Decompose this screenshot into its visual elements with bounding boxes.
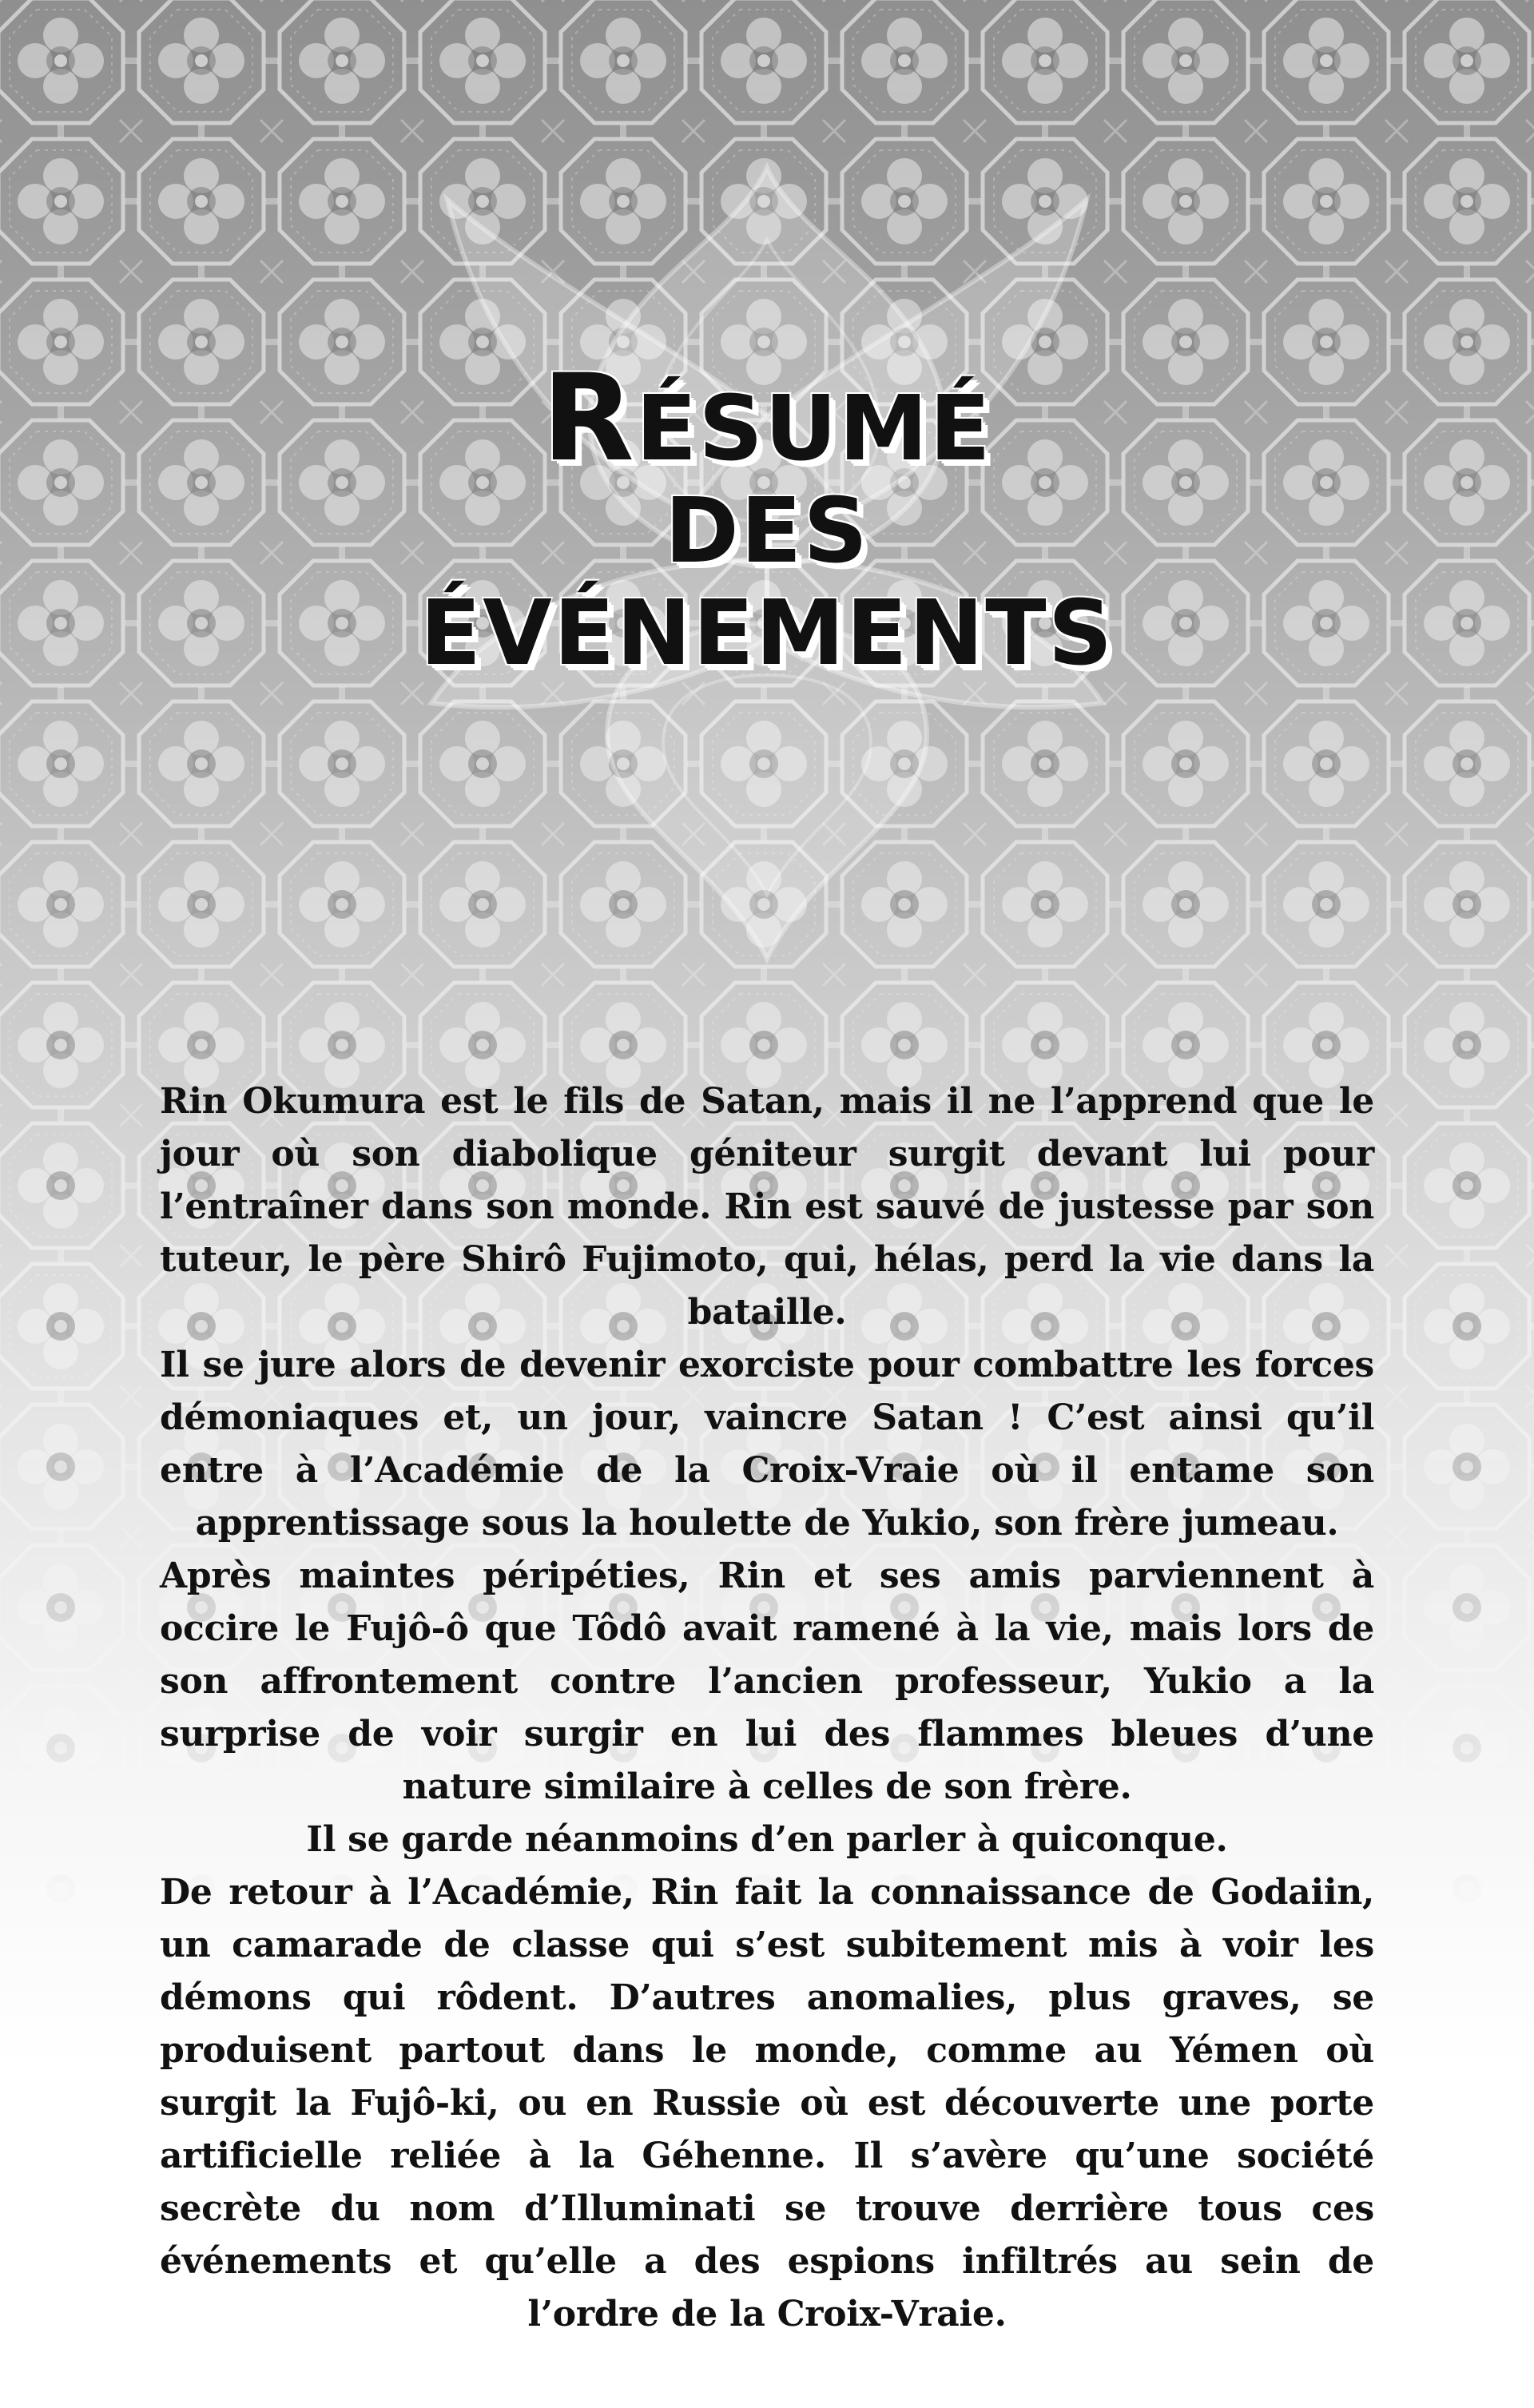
summary-paragraph: Il se garde néanmoins d’en parler à quiconque. [306,1819,1228,1860]
summary-paragraph: De retour à l’Académie, Rin fait la connaissance de Godaiin, un camarade de classe qui s’est subitement mis à voir les démons qui rôdent. D’autres anomalies, plus graves, se produisent partout dans le monde, comme au Yémen où surgit la Fujô-ki, ou en Russie où est découverte une porte artificielle reliée à la Géhenne. Il s’avère qu’une société secrète du nom d’Illuminati se trouve derrière tous ces événements et qu’elle a des espions infiltrés au sein de l’ordre de la Croix-Vraie. [160,1872,1374,2334]
title-line-1-rest: ÉSUMÉ [635,377,992,481]
summary-paragraph: Il se jure alors de devenir exorciste pour combattre les forces démoniaques et, un jour, vaincre Satan ! C’est ainsi qu’il entre à l’Académie de la Croix-Vraie où il entame son apprentissage sous la houlette de Yukio, son frère jumeau. [160,1345,1374,1544]
page-title [0,349,1534,685]
summary-paragraph: Rin Okumura est le fils de Satan, mais il ne l’apprend que le jour où son diabolique géniteur surgit devant lui pour l’entraîner dans son monde. Rin est sauvé de justesse par son tuteur, le père Shirô Fujimoto, qui, hélas, perd la vie dans la bataille. [160,1081,1374,1333]
title-line-1 [0,349,1534,488]
title-initial: R [542,349,636,488]
summary-paragraph: Après maintes péripéties, Rin et ses amis parviennent à occire le Fujô-ô que Tôdô avait ramené à la vie, mais lors de son affrontement contre l’ancien professeur, Yukio a la surprise de voir surgir en lui des flammes bleues d’une nature similaire à celles de son frère. [160,1556,1374,1807]
title-line-3: ÉVÉNEMENTS [419,582,1115,685]
summary-text [160,1075,1374,2341]
title-line-2: DES [664,479,870,583]
